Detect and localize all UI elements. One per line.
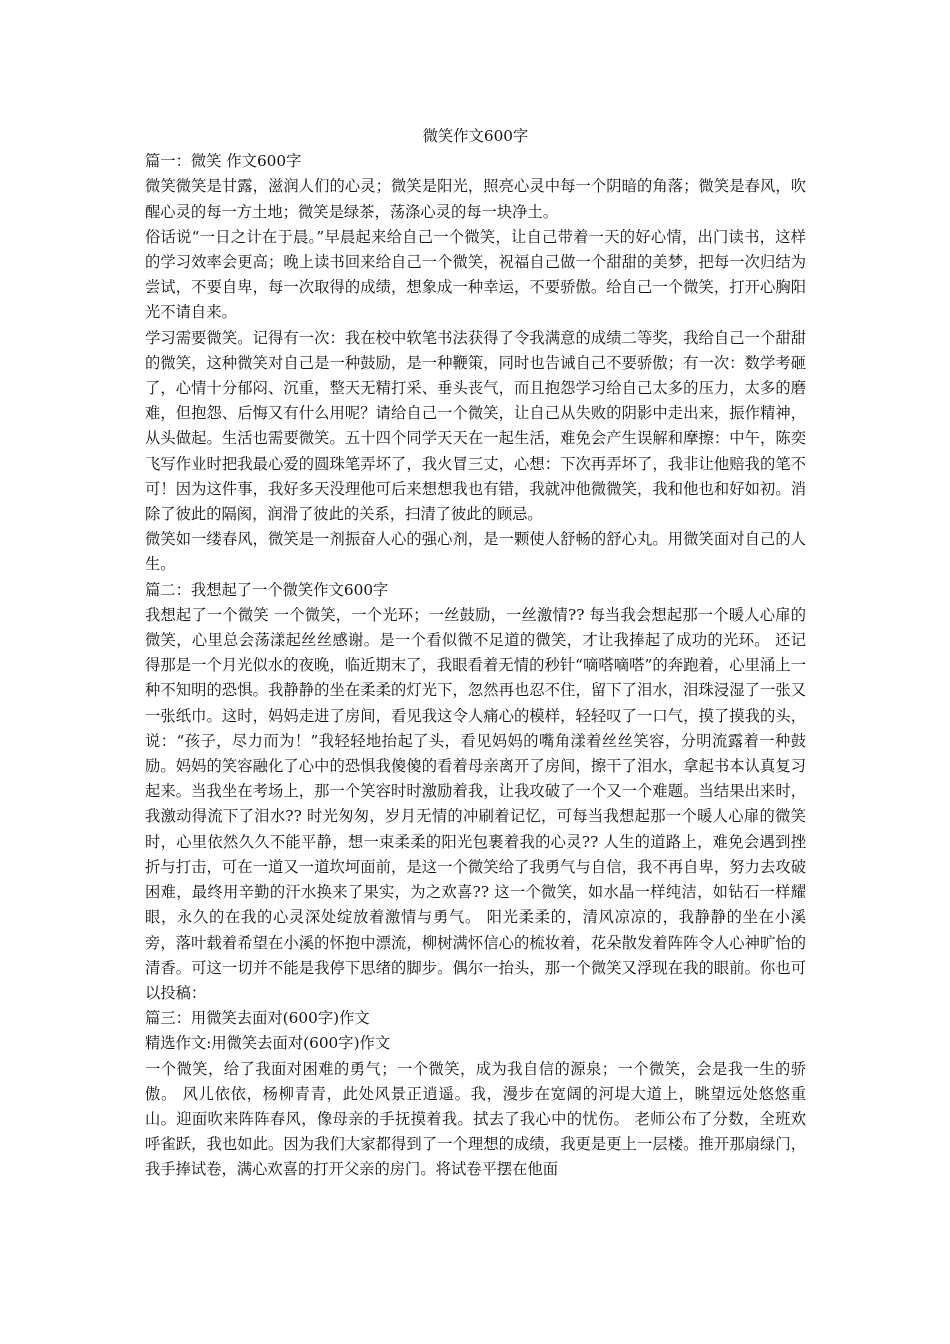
paragraph: 学习需要微笑。记得有一次：我在校中软笔书法获得了令我满意的成绩二等奖，我给自己一个甜甜的微笑，这种微笑对自己是一种鼓励，是一种鞭策，同时也告诫自己不要骄傲；有一次：数学考砸了，心情十分郁闷、沉重，整天无精打采、垂头丧气，而且抱怨学习给自己太多的压力，太多的磨难，但抱怨、后悔又有什么用呢？请给自己一个微笑，让自己从失败的阴影中走出来，振作精神，从头做起。生活也需要微笑。五十四个同学天天在一起生活，难免会产生误解和摩擦：中午，陈奕飞写作业时把我最心爱的圆珠笔弄坏了，我火冒三丈，心想：下次再弄坏了，我非让他赔我的笔不可！因为这件事，我好多天没理他可后来想想我也有错，我就冲他微微笑，我和他也和好如初。消除了彼此的隔阂，润滑了彼此的关系，扫清了彼此的顾忌。 [145, 328, 806, 524]
section-heading-3: 篇三：用微笑去面对(600字)作文 [145, 1009, 370, 1028]
document-title: 微笑作文600字 [422, 127, 529, 145]
paragraph: 微笑如一缕春风，微笑是一剂振奋人心的强心剂，是一颗使人舒畅的舒心丸。用微笑面对自己的人生。 [145, 530, 806, 574]
paragraph: 一个微笑，给了我面对困难的勇气；一个微笑，成为我自信的源泉；一个微笑，会是我一生的骄傲。 风儿依依，杨柳青青，此处风景正逍遥。我，漫步在宽阔的河堤大道上，眺望远处悠悠重山。迎面吹来阵阵春风，像母亲的手抚摸着我。拭去了我心中的忧伤。 老师公布了分数，全班欢呼雀跃，我也如此。因为我们大家都得到了一个理想的成绩，我更是更上一层楼。推开那扇绿门，我手捧试卷，满心欢喜的打开父亲的房门。将试卷平摆在他面 [145, 1059, 806, 1179]
paragraph: 微笑微笑是甘露，滋润人们的心灵；微笑是阳光，照亮心灵中每一个阴暗的角落；微笑是春风，吹醒心灵的每一方土地；微笑是绿茶，荡涤心灵的每一块净土。 [145, 177, 806, 221]
paragraph: 精选作文:用微笑去面对(600字)作文 [145, 1034, 391, 1053]
paragraph: 我想起了一个微笑 一个微笑，一个光环；一丝鼓励，一丝激情?? 每当我会想起那一个暖人心扉的微笑，心里总会荡漾起丝丝感谢。是一个看似微不足道的微笑，才让我捧起了成功的光环。 还记得那是一个月光似水的夜晚，临近期末了，我眼看着无情的秒针“嘀嗒嘀嗒”的奔跑着，心里涌上一种不知明的恐惧。我静静的坐在柔柔的灯光下，忽然再也忍不住，留下了泪水，泪珠浸湿了一张又一张纸巾。这时，妈妈走进了房间，看见我这令人痛心的模样，轻轻叹了一口气，摸了摸我的头，说：“孩子，尽力而为！”我轻轻地抬起了头，看见妈妈的嘴角漾着丝丝笑容，分明流露着一种鼓励。妈妈的笑容融化了心中的恐惧我傻傻的看着母亲离开了房间，擦干了泪水，拿起书本认真复习起来。当我坐在考场上，那一个笑容时时激励着我，让我攻破了一个又一个难题。当结果出来时，我激动得流下了泪水?? 时光匆匆，岁月无情的冲刷着记忆，可每当我想起那一个暖人心扉的微笑时，心里依然久久不能平静，想一束柔柔的阳光包裹着我的心灵?? 人生的道路上，难免会遇到挫折与打击，可在一道又一道坎坷面前，是这一个微笑给了我勇气与自信，我不再自卑，努力去攻破困难，最终用辛勤的汗水换来了果实，为之欢喜?? 这一个微笑，如水晶一样纯洁，如钻石一样耀眼，永久的在我的心灵深处绽放着激情与勇气。 阳光柔柔的，清风凉凉的，我静静的坐在小溪旁，落叶载着希望在小溪的怀抱中漂流，柳树满怀信心的梳妆着，花朵散发着阵阵令人心神旷怡的清香。可这一切并不能是我停下思绪的脚步。偶尔一抬头，那一个微笑又浮现在我的眼前。你也可以投稿： [145, 605, 806, 1002]
document-page [145, 124, 806, 1183]
paragraph: 俗话说“一日之计在于晨。”早晨起来给自己一个微笑，让自己带着一天的好心情，出门读书，这样的学习效率会更高；晚上读书回来给自己一个微笑，祝福自己做一个甜甜的美梦，把每一次归结为尝试，不要自卑，每一次取得的成绩，想象成一种幸运，不要骄傲。给自己一个微笑，打开心胸阳光不请自来。 [145, 227, 806, 322]
section-heading-2: 篇二：我想起了一个微笑作文600字 [145, 580, 389, 599]
section-heading-1: 篇一：微笑 作文600字 [145, 152, 302, 171]
